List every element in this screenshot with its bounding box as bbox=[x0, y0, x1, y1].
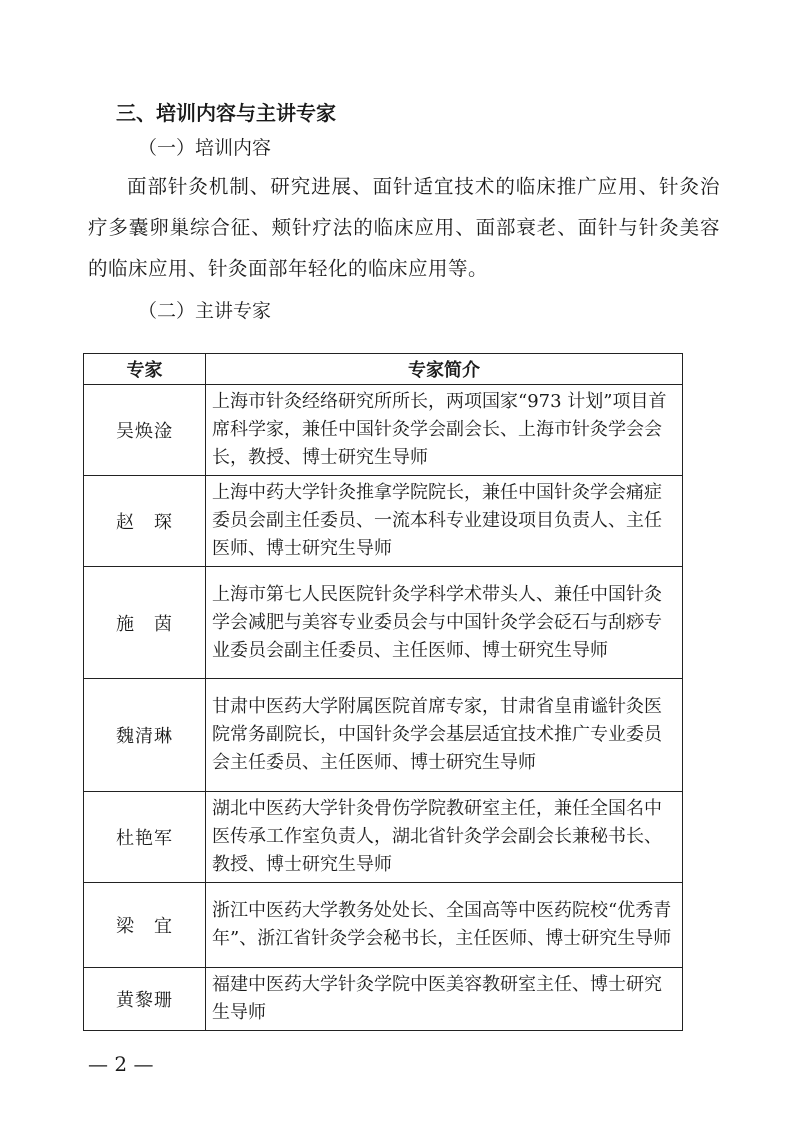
table-row bbox=[84, 883, 683, 968]
table-row bbox=[84, 385, 683, 476]
expert-name: 施 茵 bbox=[84, 567, 206, 679]
table-row bbox=[84, 476, 683, 567]
table-header-row bbox=[84, 354, 683, 385]
expert-name: 黄黎珊 bbox=[84, 968, 206, 1031]
header-expert-intro: 专家简介 bbox=[206, 354, 683, 385]
table-row bbox=[84, 567, 683, 679]
training-content-heading: （一）培训内容 bbox=[138, 137, 272, 159]
expert-intro: 湖北中医药大学针灸骨伤学院教研室主任，兼任全国名中医传承工作室负责人，湖北省针灸学会副会长兼秘书长、教授、博士研究生导师 bbox=[206, 792, 683, 883]
expert-name: 杜艳军 bbox=[84, 792, 206, 883]
expert-name: 吴焕淦 bbox=[84, 385, 206, 476]
expert-intro: 福建中医药大学针灸学院中医美容教研室主任、博士研究生导师 bbox=[206, 968, 683, 1031]
expert-name: 梁 宜 bbox=[84, 883, 206, 968]
header-expert: 专家 bbox=[84, 354, 206, 385]
expert-intro: 上海市第七人民医院针灸学科学术带头人、兼任中国针灸学会减肥与美容专业委员会与中国针灸学会砭石与刮痧专业委员会副主任委员、主任医师、博士研究生导师 bbox=[206, 567, 683, 679]
table-row bbox=[84, 792, 683, 883]
table-row bbox=[84, 679, 683, 792]
expert-name: 赵 琛 bbox=[84, 476, 206, 567]
expert-name: 魏清琳 bbox=[84, 679, 206, 792]
expert-intro: 上海市针灸经络研究所所长，两项国家“973 计划”项目首席科学家，兼任中国针灸学会副会长、上海市针灸学会会长，教授、博士研究生导师 bbox=[206, 385, 683, 476]
page-number: — 2 — bbox=[88, 1052, 154, 1076]
training-content-paragraph: 面部针灸机制、研究进展、面针适宜技术的临床推广应用、针灸治疗多囊卵巢综合征、颊针疗法的临床应用、面部衰老、面针与针灸美容的临床应用、针灸面部年轻化的临床应用等。 bbox=[88, 175, 720, 280]
expert-intro: 上海中药大学针灸推拿学院院长，兼任中国针灸学会痛症委员会副主任委员、一流本科专业建设项目负责人、主任医师、博士研究生导师 bbox=[206, 476, 683, 567]
section-heading: 三、培训内容与主讲专家 bbox=[116, 101, 336, 125]
lecturers-heading: （二）主讲专家 bbox=[138, 300, 272, 322]
table-row bbox=[84, 968, 683, 1031]
experts-table bbox=[83, 353, 683, 1031]
expert-intro: 浙江中医药大学教务处处长、全国高等中医药院校“优秀青年”、浙江省针灸学会秘书长，主任医师、博士研究生导师 bbox=[206, 883, 683, 968]
expert-intro: 甘肃中医药大学附属医院首席专家，甘肃省皇甫谧针灸医院常务副院长，中国针灸学会基层适宜技术推广专业委员会主任委员、主任医师、博士研究生导师 bbox=[206, 679, 683, 792]
